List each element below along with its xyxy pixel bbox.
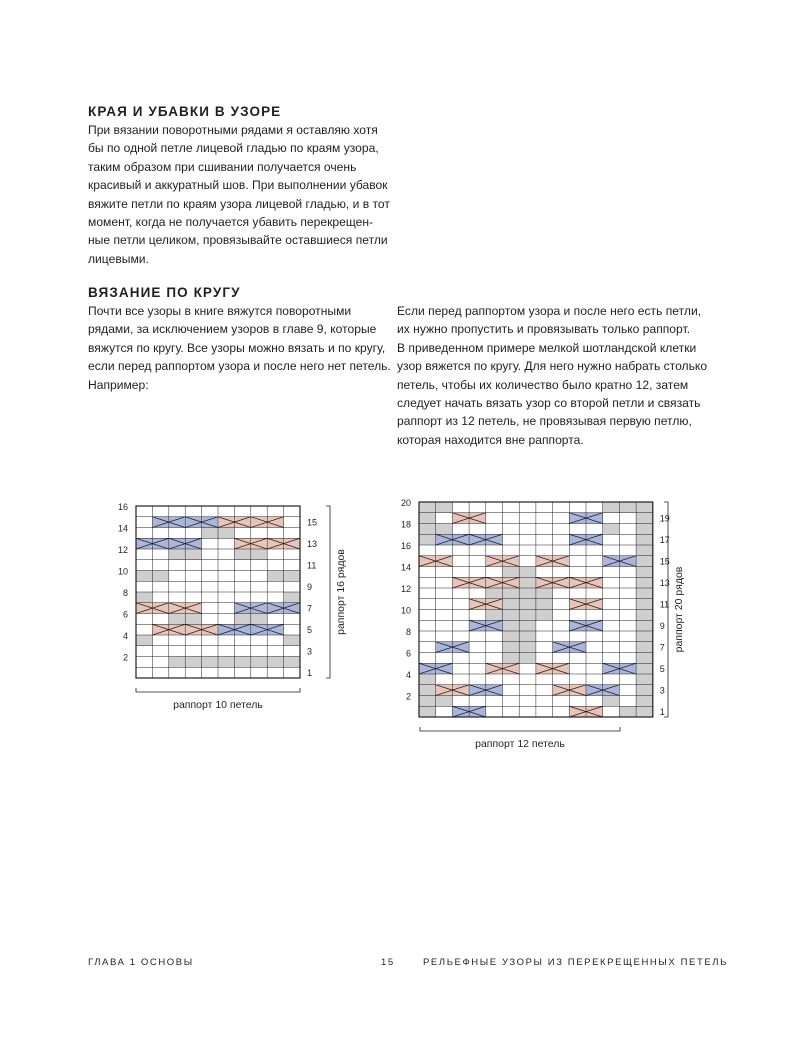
text-line: которая находится вне раппорта.	[397, 432, 584, 447]
section-heading-edges: КРАЯ И УБАВКИ В УЗОРЕ	[88, 104, 282, 119]
purl-cell	[636, 513, 653, 524]
purl-cell	[419, 534, 436, 545]
text-line: узор вяжется по кругу. Для него нужно набрать столько	[397, 359, 708, 374]
purl-cell	[636, 685, 653, 696]
row-number-right: 7	[659, 642, 665, 653]
purl-cell	[619, 706, 636, 717]
text-line: момент, когда не получается убавить перекрещен-	[88, 215, 374, 230]
row-number-left: 8	[405, 627, 411, 637]
row-number-right: 11	[307, 560, 317, 571]
text-line: лицевыми.	[88, 251, 149, 266]
purl-cell	[636, 620, 653, 631]
purl-cell	[436, 524, 453, 535]
repeat-width-label: раппорт 10 петель	[173, 699, 263, 711]
footer-chapter: ГЛАВА 1 ОСНОВЫ	[88, 957, 194, 968]
purl-cell	[619, 502, 636, 513]
row-number-left: 2	[405, 691, 411, 702]
purl-cell	[486, 588, 503, 599]
purl-cell	[486, 610, 503, 621]
purl-cell	[136, 635, 152, 646]
purl-cell	[636, 577, 653, 588]
repeat-bracket-horizontal	[420, 727, 620, 731]
purl-cell	[436, 696, 453, 707]
row-number-right: 19	[659, 513, 670, 524]
row-number-right: 5	[659, 664, 665, 675]
text-line: вяжите петли по краям узора лицевой гладью, и в тот	[88, 196, 390, 211]
purl-cell	[636, 610, 653, 621]
footer-book-title: РЕЛЬЕФНЫЕ УЗОРЫ ИЗ ПЕРЕКРЕЩЕННЫХ ПЕТЕЛЬ	[423, 957, 728, 968]
text-line: Почти все узоры в книге вяжутся поворотными	[88, 304, 352, 318]
purl-cell	[603, 502, 620, 513]
row-number-right: 15	[307, 517, 318, 528]
repeat-bracket-vertical	[326, 506, 330, 678]
purl-cell	[636, 556, 653, 567]
row-number-right: 1	[307, 668, 313, 679]
purl-cell	[284, 635, 300, 646]
row-number-left: 16	[117, 502, 128, 512]
purl-cell	[636, 674, 653, 685]
text-line: следует начать вязать узор со второй петли и связать	[397, 396, 701, 411]
purl-cell	[636, 502, 653, 513]
row-number-right: 15	[659, 556, 670, 567]
text-line: рядами, за исключением узоров в главе 9, которые	[88, 322, 377, 337]
repeat-width-label: раппорт 12 петель	[475, 738, 565, 750]
row-number-right: 1	[659, 707, 665, 718]
row-number-right: 9	[659, 621, 665, 632]
purl-cell	[536, 610, 553, 621]
text-line: В приведенном примере мелкой шотландской клетки	[397, 340, 697, 355]
purl-cell	[636, 599, 653, 610]
row-number-left: 8	[122, 588, 128, 598]
row-number-right: 17	[659, 535, 670, 546]
row-number-left: 4	[122, 631, 128, 641]
purl-cell	[636, 524, 653, 535]
row-number-right: 9	[307, 582, 313, 593]
purl-cell	[636, 631, 653, 642]
purl-cell	[636, 663, 653, 674]
purl-cell	[419, 502, 436, 513]
text-line: бы по одной петле лицевой гладью по краям узора,	[88, 141, 379, 156]
row-number-left: 2	[122, 652, 128, 663]
purl-cell	[636, 588, 653, 599]
row-number-left: 14	[117, 523, 128, 534]
repeat-bracket-horizontal	[136, 688, 300, 692]
row-number-right: 3	[659, 685, 665, 696]
purl-cell	[419, 513, 436, 524]
text-line: их нужно пропустить и провязывать только раппорт.	[397, 322, 691, 337]
row-number-left: 14	[400, 562, 411, 573]
row-number-left: 10	[117, 566, 128, 577]
text-line: если перед раппортом узора и после него нет петель.	[88, 359, 391, 374]
purl-cell	[536, 599, 553, 610]
purl-cell	[419, 685, 436, 696]
text-line: При вязании поворотными рядами я оставляю хотя	[88, 123, 378, 137]
purl-cell	[636, 534, 653, 545]
purl-cell	[419, 696, 436, 707]
purl-cell	[636, 642, 653, 653]
row-number-right: 3	[307, 646, 313, 657]
purl-cell	[419, 706, 436, 717]
row-number-left: 12	[400, 584, 411, 594]
purl-cell	[603, 696, 620, 707]
row-number-left: 16	[400, 541, 411, 551]
row-number-right: 13	[659, 578, 670, 589]
section-heading-round: ВЯЗАНИЕ ПО КРУГУ	[88, 285, 241, 300]
text-line: вяжутся по кругу. Все узоры можно вязать и по кругу,	[88, 340, 386, 355]
purl-cell	[636, 567, 653, 578]
row-number-left: 20	[400, 498, 411, 508]
purl-cell	[536, 588, 553, 599]
repeat-height-label: раппорт 20 рядов	[673, 566, 685, 653]
row-number-left: 12	[117, 545, 128, 555]
repeat-height-label: раппорт 16 рядов	[335, 549, 347, 635]
row-number-right: 5	[307, 625, 313, 636]
purl-cell	[636, 696, 653, 707]
text-line: ные петли целиком, провязывайте оставшиеся петли	[88, 233, 388, 248]
purl-cell	[636, 653, 653, 664]
purl-cell	[436, 502, 453, 513]
purl-cell	[636, 545, 653, 556]
row-number-left: 6	[405, 648, 411, 659]
purl-cell	[136, 592, 152, 603]
purl-cell	[603, 524, 620, 535]
page-number: 15	[381, 957, 395, 968]
row-number-left: 18	[400, 519, 411, 530]
row-number-right: 13	[307, 539, 318, 550]
row-number-left: 6	[122, 609, 128, 620]
row-number-left: 4	[405, 670, 411, 680]
text-line: таким образом при сшивании получается очень	[88, 159, 357, 174]
text-line: Если перед раппортом узора и после него есть петли,	[397, 304, 702, 318]
text-line: раппорт из 12 петель, не провязывая первую петлю,	[397, 414, 692, 429]
row-number-right: 11	[659, 599, 670, 610]
purl-cell	[419, 524, 436, 535]
row-number-right: 7	[307, 603, 313, 614]
purl-cell	[419, 674, 436, 685]
row-number-left: 10	[400, 605, 411, 616]
text-line: петель, чтобы их количество было кратно 12, затем	[397, 377, 689, 392]
text-line: красивый и аккуратный шов. При выполнении убавок	[88, 178, 388, 193]
purl-cell	[284, 592, 300, 603]
text-line: Например:	[88, 377, 149, 392]
